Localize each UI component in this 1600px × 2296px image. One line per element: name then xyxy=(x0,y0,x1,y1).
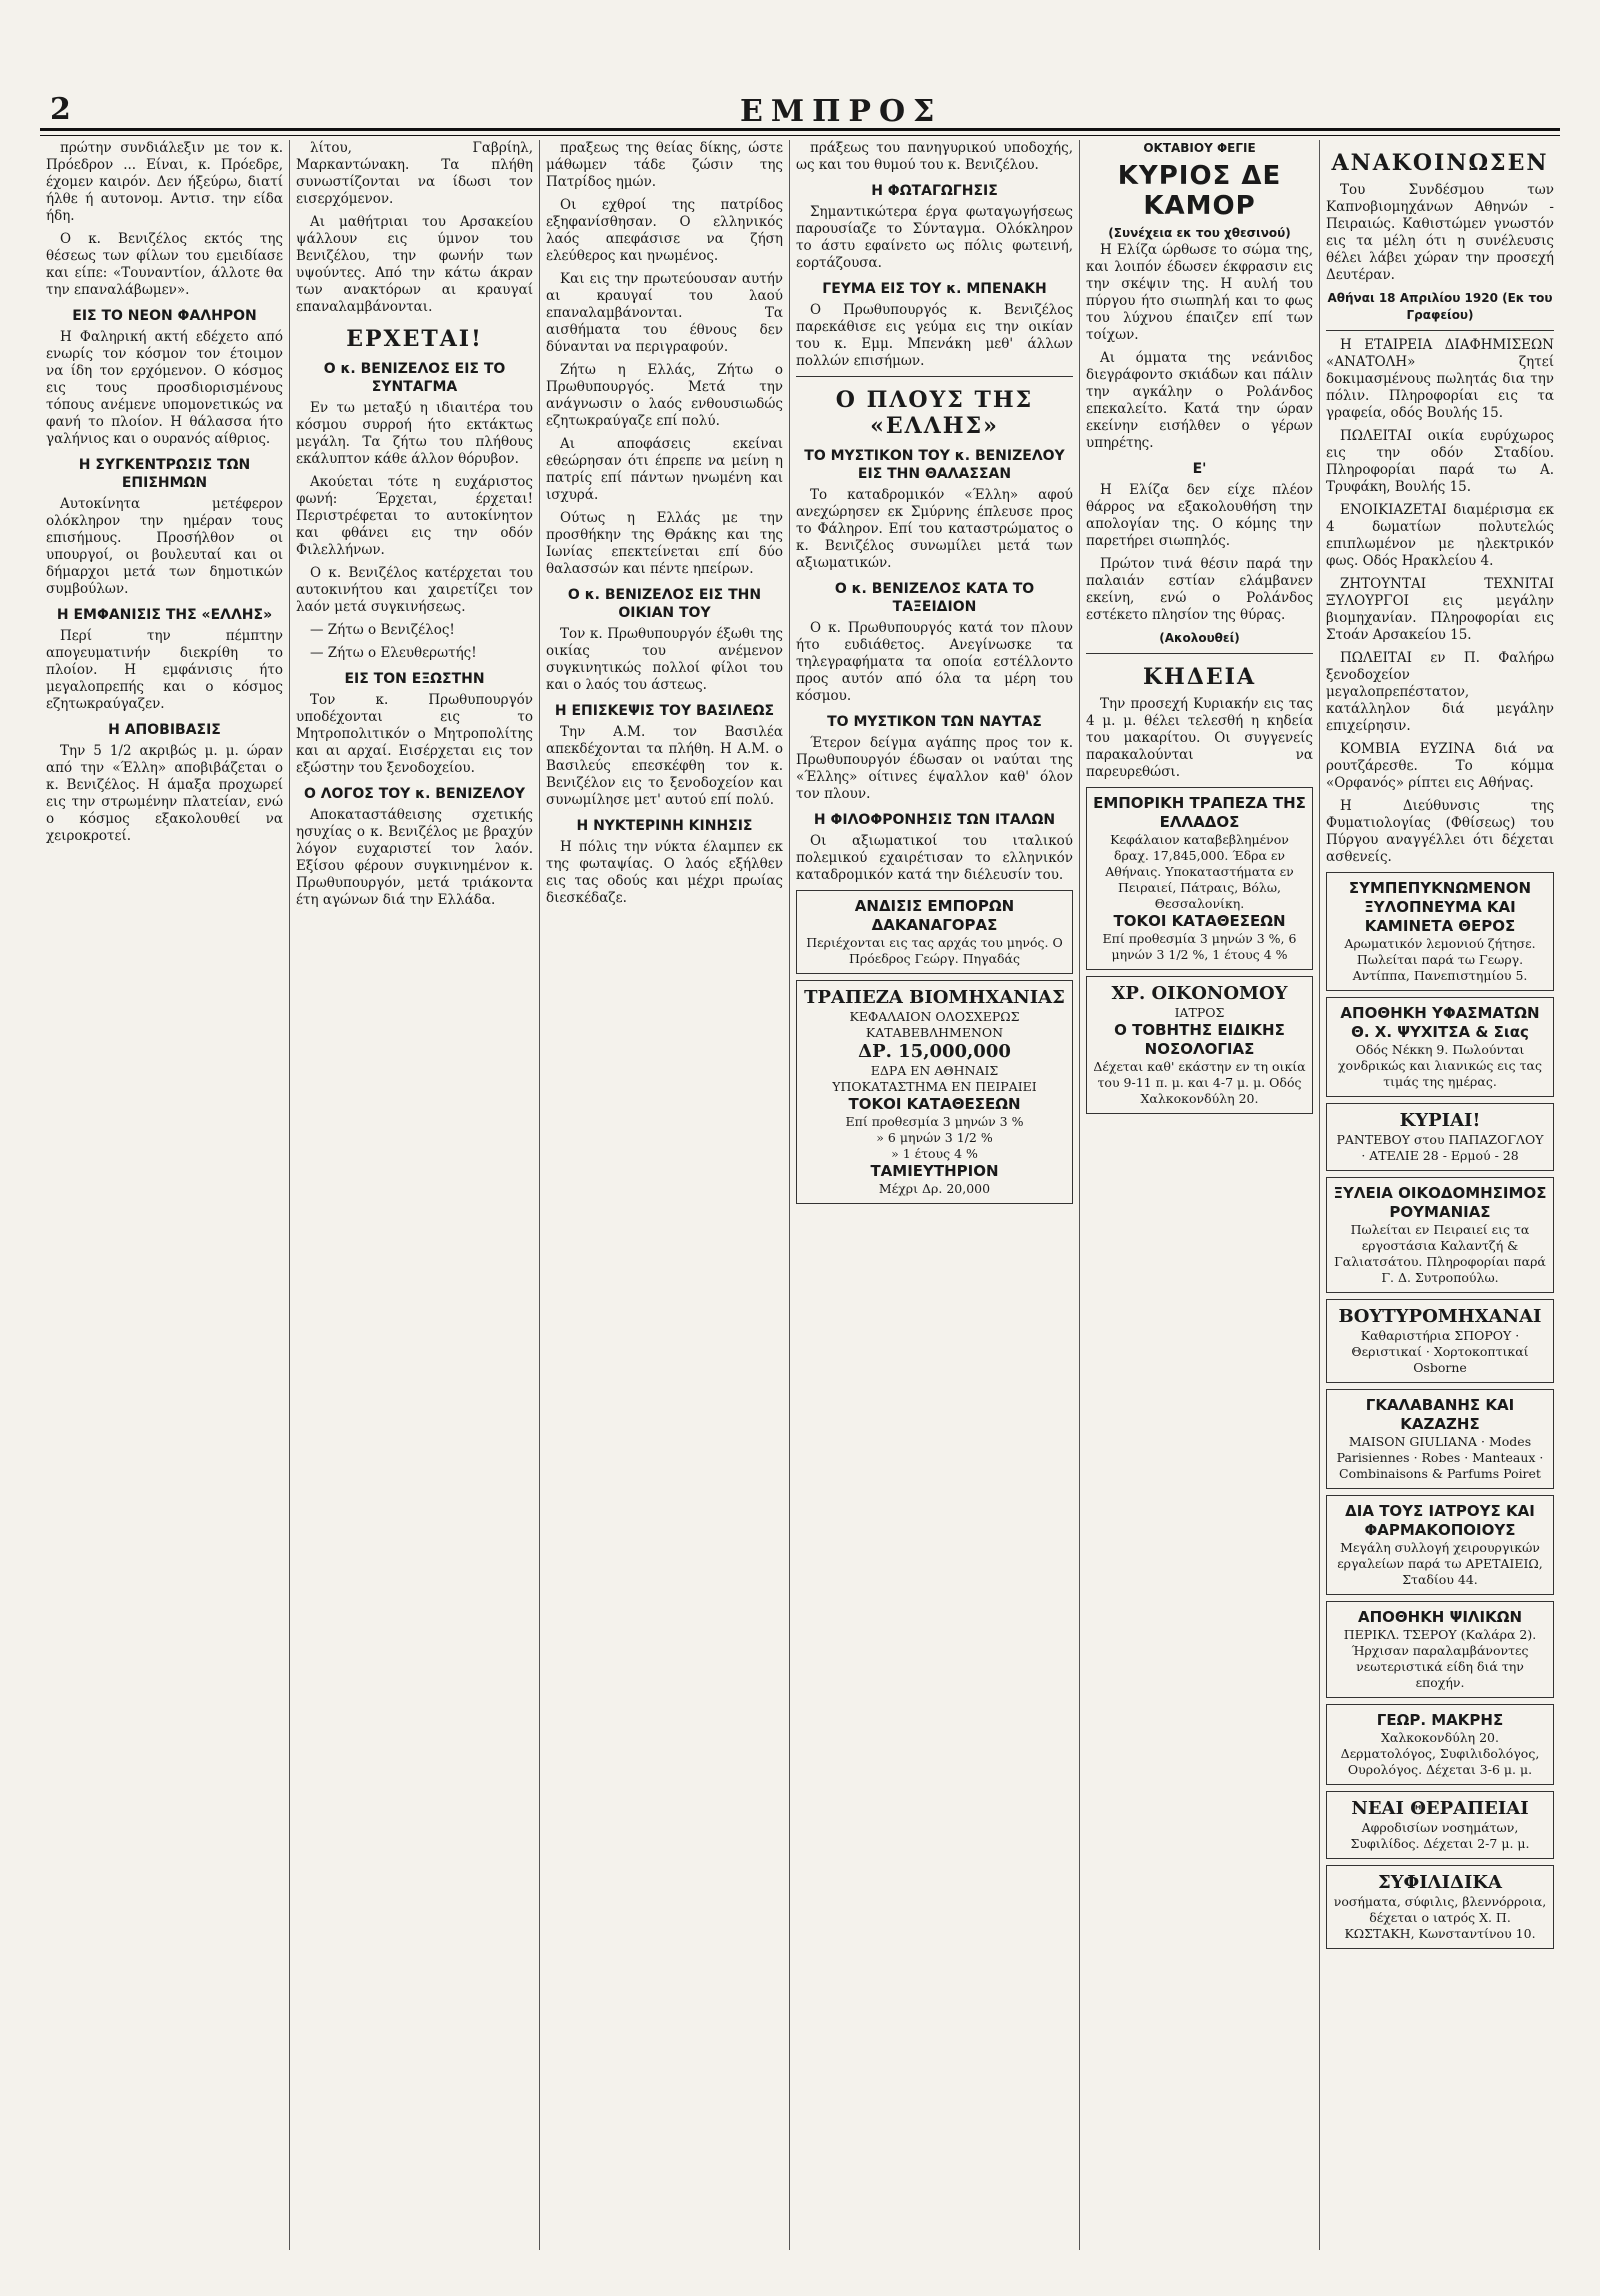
article-text: Αυτοκίνητα μετέφερον ολόκληρον την ημέραν τους επισήμους. Προσήλθον οι υπουργοί, οι βουλευταί και οι δήμαρχοι μετά των δημοτικών συμβούλων. xyxy=(46,496,283,597)
section-heading: ΓΕΥΜΑ ΕΙΣ ΤΟΥ κ. ΜΠΕΝΑΚΗ xyxy=(822,281,1047,297)
section-heading: Η ΕΜΦΑΝΙΣΙΣ ΤΗΣ «ΕΛΛΗΣ» xyxy=(56,607,273,623)
article-text: — Ζήτω ο Βενιζέλος! xyxy=(310,622,455,638)
classified-ad: ΠΩΛΕΙΤΑΙ οικία ευρύχωρος εις την οδόν Σταδίου. Πληροφορίαι παρά τω Α. Τρυφάκη, Βουλής 15. xyxy=(1326,428,1554,495)
ad-title: ΤΡΑΠΕΖΑ ΒΙΟΜΗΧΑΝΙΑΣ xyxy=(804,987,1065,1008)
article-text: Σημαντικώτερα έργα φωταγωγήσεως παρουσίαζε το Σύνταγμα. Ολόκληρον το άστυ εφαίνετο ως πόλις φωτεινή, εορτάζουσα. xyxy=(796,204,1073,271)
ad-title: ΒΟΥΤΥΡΟΜΗΧΑΝΑΙ xyxy=(1338,1306,1542,1327)
classified-ad: ΖΗΤΟΥΝΤΑΙ ΤΕΧΝΙΤΑΙ ΞΥΛΟΥΡΓΟΙ εις μεγάλην βιομηχανίαν. Πληροφορίαι εις Στοάν Αρσακείου 15. xyxy=(1326,576,1554,643)
article-text: Οι αξιωματικοί του ιταλικού πολεμικού εχαιρέτισαν το ελληνικόν καταδρομικόν κατά την διέλευσίν του. xyxy=(796,833,1073,883)
classified-ad: Η ΕΤΑΙΡΕΙΑ ΔΙΑΦΗΜΙΣΕΩΝ «ΑΝΑΤΟΛΗ» ζητεί δοκιμασμένους πωλητάς δια την πόλιν. Πληροφορίαι εις τα γραφεία, οδός Βουλής 15. xyxy=(1326,337,1554,421)
advertisement xyxy=(1326,872,1554,991)
article-text: Πρώτον τινά θέσιν παρά την παλαιάν εστίαν ελάμβανεν εκείνη, ενώ ο Ρολάνδος εστέκετο πλησίον της θύρας. xyxy=(1086,556,1313,623)
article-text: λίτου, Γαβρίηλ, Μαρκαντώνακη. Τα πλήθη συνωστίζονται να ίδωσι τον εισερχόμενον. xyxy=(296,140,533,207)
ad-text: Κεφάλαιον καταβεβλημένον δραχ. 17,845,000. Έδρα εν Αθήναις. Υποκαταστήματα εν Πειραιεί, Πάτραις, Βόλω, Θεσσαλονίκη. xyxy=(1105,832,1294,911)
section-heading: ΕΙΣ ΤΟΝ ΕΞΩΣΤΗΝ xyxy=(344,671,485,687)
ad-text: Καθαριστήρια ΣΠΟΡΟΥ · Θεριστικαί · Χορτοκοπτικαί Osborne xyxy=(1351,1328,1529,1375)
article-text: Την 5 1/2 ακριβώς μ. μ. ώραν από την «Έλλη» αποβιβάζεται ο κ. Βενιζέλος. Η άμαξα προχωρεί εις την στρωμένην πλατείαν, ενώ ο κόσμος εξακολουθεί να χειροκροτεί. xyxy=(46,743,283,844)
classified-ad: ΚΟΜΒΙΑ ΕΥΖΙΝΑ διά να ρουτζάρεσθε. Το κόμμα «Ορφανός» ρίπτει εις Αθήνας. xyxy=(1326,741,1554,791)
classified-ad: ΠΩΛΕΙΤΑΙ εν Π. Φαλήρω ξενοδοχείον μεγαλοπρεπέστατον, κατάλληλον διά μεγάλην επιχείρησιν. xyxy=(1326,650,1554,734)
ad-subtitle: ΤΟΚΟΙ ΚΑΤΑΘΕΣΕΩΝ xyxy=(848,1095,1021,1113)
article-text: Ούτως η Ελλάς με την προσθήκην της Θράκης και της Ιωνίας επεκτείνεται επί δύο θαλασσών και πέντε ηπείρων. xyxy=(546,510,783,577)
article-text: Του Συνδέσμου των Καπνοβιομηχάνων Αθηνών - Πειραιώς. Καθιστώμεν γνωστόν εις τα μέλη ότι η συνέλευσις θέλει λάβει χώραν την προσεχή Δευτέραν. xyxy=(1326,182,1554,283)
article-text: Τον κ. Πρωθυπουργόν υποδέχονται εις το Μητροπολιτικόν ο Μητροπολίτης και αι αρχαί. Εισέρχεται εις τον εξώστην του ξενοδοχείου. xyxy=(296,692,533,776)
column-6 xyxy=(1320,140,1560,2250)
article-text: Αι μαθήτριαι του Αρσακείου ψάλλουν εις ύμνον του Βενιζέλου, την φωνήν των υψούντες. Από την κάτω άκραν των ανακτόρων αι κραυγαί επαναλαμβάνονται. xyxy=(296,214,533,315)
ad-text: Περιέχονται εις τας αρχάς του μηνός. Ο Πρόεδρος Γεώργ. Πηγαδάς xyxy=(806,935,1063,966)
article-text: Την προσεχή Κυριακήν εις τας 4 μ. μ. θέλει τελεσθή η κηδεία του μακαρίτου. Οι συγγενείς παρακαλούνται να παρευρεθώσι. xyxy=(1086,696,1313,780)
ad-subtitle: ΤΑΜΙΕΥΤΗΡΙΟΝ xyxy=(870,1162,999,1180)
ad-subtitle: Ο ΤΟΒΗΤΗΣ ΕΙΔΙΚΗΣ ΝΟΣΟΛΟΓΙΑΣ xyxy=(1114,1021,1285,1058)
ad-text: Οδός Νέκκη 9. Πωλούνται χονδρικώς και λιανικώς εις τας τιμάς της ημέρας. xyxy=(1337,1042,1543,1089)
article-text: Η Ελίζα ώρθωσε το σώμα της, και λοιπόν έδωσεν έκφρασιν εις την σκέψιν της. Η αυλή του πύργου ήτο σιωπηλή και το φως του λύχνου έπαιζεν επί των τοίχων. xyxy=(1086,242,1313,343)
advertisement xyxy=(1326,1791,1554,1859)
section-heading: ΤΟ ΜΥΣΤΙΚΟΝ ΤΩΝ ΝΑΥΤΑΣ xyxy=(827,714,1042,730)
serial-title: ΚΥΡΙΟΣ ΔΕ ΚΑΜΟΡ xyxy=(1117,161,1282,221)
article-text: — Ζήτω ο Ελευθερωτής! xyxy=(310,645,477,661)
ad-title: ΞΥΛΕΙΑ ΟΙΚΟΔΟΜΗΣΙΜΟΣ ΡΟΥΜΑΝΙΑΣ xyxy=(1333,1184,1547,1221)
classified-ad: Η Διεύθυνσις της Φυματιολογίας (Φθίσεως) του Πύργου αναγγέλλει ότι δέχεται ασθενείς. xyxy=(1326,798,1554,865)
article-text: Έτερον δείγμα αγάπης προς τον κ. Πρωθυπουργόν έδωσαν οι ναύται της «Έλλης» οίτινες έψαλλον καθ' όλον τον πλουν. xyxy=(796,735,1073,802)
ad-text: Αρωματικόν λεμονιού ζήτησε. Πωλείται παρά τω Γεωργ. Αντίππα, Πανεπιστημίου 5. xyxy=(1344,936,1536,983)
newspaper-page xyxy=(40,140,1560,2260)
ad-title: ΑΠΟΘΗΚΗ ΥΦΑΣΜΑΤΩΝ Θ. Χ. ΨΥΧΙΤΣΑ & Σιας xyxy=(1340,1004,1540,1041)
ad-rate: » 6 μηνών 3 1/2 % xyxy=(876,1130,993,1145)
ad-tag: ΙΑΤΡΟΣ xyxy=(1174,1005,1225,1020)
section-heading: Ο κ. ΒΕΝΙΖΕΛΟΣ ΕΙΣ ΤΗΝ ΟΙΚΙΑΝ ΤΟΥ xyxy=(567,587,762,621)
article-text: πρώτην συνδιάλεξιν με τον κ. Πρόεδρον ... Είναι, κ. Πρόεδρε, έχομεν καιρόν. Δεν ήξεύρω, διατί ήλθε ή αυτονομ. Αντισ. την είδα ήδη. xyxy=(46,140,283,224)
divider xyxy=(1086,653,1313,654)
advertisement xyxy=(1326,1299,1554,1383)
column-1 xyxy=(40,140,290,2250)
feature-subheading: ΤΟ ΜΥΣΤΙΚΟΝ ΤΟΥ κ. ΒΕΝΙΖΕΛΟΥ ΕΙΣ ΤΗΝ ΘΑΛΑΣΣΑΝ xyxy=(804,448,1065,482)
advertisement xyxy=(1326,1601,1554,1698)
column-5 xyxy=(1080,140,1320,2250)
column-3 xyxy=(540,140,790,2250)
section-heading: Η ΝΥΚΤΕΡΙΝΗ ΚΙΝΗΣΙΣ xyxy=(576,818,753,834)
ad-text: Χαλκοκονδύλη 20. Δερματολόγος, Συφιλιδολόγος, Ουρολόγος. Δέχεται 3-6 μ. μ. xyxy=(1340,1730,1540,1777)
ad-text: ΚΕΦΑΛΑΙΟΝ ΟΛΟΣΧΕΡΩΣ ΚΑΤΑΒΕΒΛΗΜΕΝΟΝ xyxy=(849,1009,1020,1040)
section-heading: ΕΙΣ ΤΟ ΝΕΟΝ ΦΑΛΗΡΟΝ xyxy=(72,308,257,324)
ad-title: ΣΥΜΠΕΠΥΚΝΩΜΕΝΟΝ ΞΥΛΟΠΝΕΥΜΑ ΚΑΙ ΚΑΜΙΝΕΤΑ ΘΕΡΟΣ xyxy=(1348,879,1532,935)
advertisement xyxy=(1326,1103,1554,1171)
ad-title: ΕΜΠΟΡΙΚΗ ΤΡΑΠΕΖΑ ΤΗΣ ΕΛΛΑΔΟΣ xyxy=(1093,794,1306,831)
article-text: Την Α.Μ. τον Βασιλέα απεκδέχονται τα πλήθη. Η Α.Μ. ο Βασιλεύς επεσκέφθη τον κ. Βενιζέλον εις το ξενοδοχείον και συνωμίλησε μετ' αυτού επί πολύ. xyxy=(546,724,783,808)
ad-title: ΓΚΑΛΑΒΑΝΗΣ ΚΑΙ ΚΑΖΑΖΗΣ xyxy=(1365,1396,1515,1433)
divider xyxy=(1326,330,1554,331)
masthead-rule xyxy=(40,135,1560,136)
column-2 xyxy=(290,140,540,2250)
article-text: Αι αποφάσεις εκείναι εθεώρησαν ότι έπρεπε να μείνη η πατρίς επί πάντων ηνωμένη και ισχυρά. xyxy=(546,436,783,503)
advertisement xyxy=(1326,1704,1554,1785)
article-text: Αι όμματα της νεάνιδος διεγράφοντο σκιάδων και πάλιν την αγκάλην ο Ρολάνδος επεκαλείτο. Κατά την ώραν εκείνην εισήλθεν ο γέρων υπηρέτης. xyxy=(1086,350,1313,451)
section-heading: Η ΦΩΤΑΓΩΓΗΣΙΣ xyxy=(871,183,998,199)
bank-advertisement xyxy=(796,980,1073,1204)
advertisement xyxy=(1326,1177,1554,1293)
doctor-advertisement xyxy=(1086,976,1313,1114)
article-text: Ο κ. Βενιζέλος εκτός της θέσεως των φίλων του εμειδίασε και είπε: «Τουναντίον, άλλοτε θα την επαναλάβωμεν». xyxy=(46,231,283,298)
section-heading: ΚΗΔΕΙΑ xyxy=(1142,664,1257,690)
ad-rate: » 1 έτους 4 % xyxy=(891,1146,978,1161)
ad-amount: ΔΡ. 15,000,000 xyxy=(858,1041,1011,1062)
section-subheading: Ο κ. ΒΕΝΙΖΕΛΟΣ ΕΙΣ ΤΟ ΣΥΝΤΑΓΜΑ xyxy=(323,361,506,395)
section-heading: Ο ΛΟΓΟΣ ΤΟΥ κ. ΒΕΝΙΖΕΛΟΥ xyxy=(303,786,526,802)
article-text: Το καταδρομικόν «Έλλη» αφού ανεχώρησεν εκ Σμύρνης έπλευσε προς το Φάληρον. Επί του καταστρώματος ο κ. Βενιζέλος συνωμίλει μετά των αξιωματικών. xyxy=(796,487,1073,571)
article-text: Η Φαληρική ακτή εδέχετο από ενωρίς τον κόσμον τον έτοιμον να ίδη τον ερχόμενον. Ο κόσμος εις τους προσδιορισμένους τόπους ανέμενε υπομονετικώς να φανή το πλοίον. Η θάλασσα ήτο γαλήνιος και ο ουρανός αίθριος. xyxy=(46,329,283,447)
ad-text: Μεγάλη συλλογή χειρουργικών εργαλείων παρά τω ΑΡΕΤΑΙΕΙΩ, Σταδίου 44. xyxy=(1337,1540,1543,1587)
article-text: Η Ελίζα δεν είχε πλέον θάρρος να εξακολουθήση την απολογίαν της. Ο κόμης την παρετήρει σιωπηλός. xyxy=(1086,482,1313,549)
ad-title: ΑΠΟΘΗΚΗ ΨΙΛΙΚΩΝ xyxy=(1357,1608,1523,1626)
article-text: Ακούεται τότε η ευχάριστος φωνή: Έρχεται, έρχεται! Περιστρέφεται το αυτοκίνητον και φθάνει εις την οδόν Φιλελλήνων. xyxy=(296,474,533,558)
ad-title: ΑΝΔΙΣΙΣ ΕΜΠΟΡΩΝ ΔΑΚΑΝΑΓΟΡΑΣ xyxy=(854,897,1015,934)
section-heading: Η ΕΠΙΣΚΕΨΙΣ ΤΟΥ ΒΑΣΙΛΕΩΣ xyxy=(554,703,775,719)
advertisement xyxy=(796,890,1073,974)
ad-title: ΓΕΩΡ. ΜΑΚΡΗΣ xyxy=(1376,1711,1504,1729)
ad-text: ΡΑΝΤΕΒΟΥ στου ΠΑΠΑΖΟΓΛΟΥ · ΑΤΕΛΙΕ 28 - Ερμού - 28 xyxy=(1336,1132,1544,1163)
advertisement xyxy=(1326,1865,1554,1949)
article-text: Περί την πέμπτην απογευματινήν διεκρίθη το πλοίον. Η εμφάνισις ήτο μεγαλοπρεπής και ο κόσμος εζητωκραύγαζεν. xyxy=(46,628,283,712)
signature: Αθήναι 18 Απριλίου 1920 (Εκ του Γραφείου) xyxy=(1327,291,1553,322)
section-heading: Ο κ. ΒΕΝΙΖΕΛΟΣ ΚΑΤΑ ΤΟ ΤΑΞΕΙΔΙΟΝ xyxy=(834,581,1035,615)
ad-text: Δέχεται καθ' εκάστην εν τη οικία του 9-11 π. μ. και 4-7 μ. μ. Οδός Χαλκοκονδύλη 20. xyxy=(1093,1059,1306,1106)
ad-subtitle: ΤΟΚΟΙ ΚΑΤΑΘΕΣΕΩΝ xyxy=(1113,912,1286,930)
newspaper-title: ΕΜΠΡΟΣ xyxy=(740,94,943,129)
serial-author: ΟΚΤΑΒΙΟΥ ΦΕΓΙΕ xyxy=(1143,141,1256,155)
divider xyxy=(796,376,1073,377)
article-text: Οι εχθροί της πατρίδος εξηφανίσθησαν. Ο ελληνικός λαός απεφάσισε να ζήση ελεύθερος και ηνωμένος. xyxy=(546,197,783,264)
article-text: Ο Πρωθυπουργός κ. Βενιζέλος παρεκάθισε εις γεύμα εις την οικίαν του κ. Εμμ. Μπενάκη μεθ' άλλων πολλών επισήμων. xyxy=(796,302,1073,369)
article-text: Ζήτω η Ελλάς, Ζήτω ο Πρωθυπουργός. Μετά την ανάγνωσιν ο λαός ενθουσιωδώς εζητωκραύγαζε επί πολύ. xyxy=(546,362,783,429)
ad-title: ΔΙΑ ΤΟΥΣ ΙΑΤΡΟΥΣ ΚΑΙ ΦΑΡΜΑΚΟΠΟΙΟΥΣ xyxy=(1345,1502,1535,1539)
column-4 xyxy=(790,140,1080,2250)
ad-text: νοσήματα, σύφιλις, βλεννόρροια, δέχεται ο ιατρός Χ. Π. ΚΩΣΤΑΚΗ, Κωνσταντίνου 10. xyxy=(1333,1894,1547,1941)
section-heading: Η ΣΥΓΚΕΝΤΡΩΣΙΣ ΤΩΝ ΕΠΙΣΗΜΩΝ xyxy=(78,457,251,491)
article-text: Και εις την πρωτεύουσαν αυτήν αι κραυγαί του λαού επαναλαμβάνονται. Τα αισθήματα του έθνους δεν δύνανται να περιγραφούν. xyxy=(546,271,783,355)
ad-text: Πωλείται εν Πειραιεί εις τα εργοστάσια Καλαντζή & Γαλιατσάτου. Πληροφορίαι παρά Γ. Δ. Συτροπούλω. xyxy=(1334,1222,1546,1285)
article-text: Ο κ. Πρωθυπουργός κατά τον πλουν ήτο ευδιάθετος. Ανεγίνωσκε τα τηλεγραφήματα τα οποία εστέλλοντο προς αυτόν από όλα τα μέρη του κόσμου. xyxy=(796,620,1073,704)
article-text: Ο κ. Βενιζέλος κατέρχεται του αυτοκινήτου και χαιρετίζει τον λαόν μετά συγκινήσεως. xyxy=(296,565,533,615)
ad-text: ΕΔΡΑ ΕΝ ΑΘΗΝΑΙΣ xyxy=(870,1063,999,1078)
classified-ad: ΕΝΟΙΚΙΑΖΕΤΑΙ διαμέρισμα εκ 4 δωματίων πολυτελώς επιπλωμένον με ηλεκτρικόν φως. Οδός Ηρακλείου 4. xyxy=(1326,502,1554,569)
feature-heading: Ο ΠΛΟΥΣ ΤΗΣ «ΕΛΛΗΣ» xyxy=(835,387,1034,439)
bank-advertisement xyxy=(1086,787,1313,970)
ad-text: Αφροδισίων νοσημάτων, Συφιλίδος. Δέχεται 2-7 μ. μ. xyxy=(1350,1820,1530,1851)
article-text: Τον κ. Πρωθυπουργόν έξωθι της οικίας του ανέμενον συγκινητικώς πολλοί φίλοι του και ο λαός του άστεως. xyxy=(546,626,783,693)
chapter-mark: Ε' xyxy=(1192,461,1207,477)
page-number: 2 xyxy=(50,92,71,127)
section-heading: ΑΝΑΚΟΙΝΩΣΕΝ xyxy=(1331,150,1549,176)
ad-text: Μέχρι Δρ. 20,000 xyxy=(878,1181,991,1196)
advertisement xyxy=(1326,1495,1554,1595)
ad-text: Επί προθεσμία 3 μηνών 3 %, 6 μηνών 3 1/2 %, 1 έτους 4 % xyxy=(1102,931,1297,962)
ad-title: ΚΥΡΙΑΙ! xyxy=(1399,1110,1481,1131)
article-text: Αποκαταστάθεισης σχετικής ησυχίας ο κ. Βενιζέλος με βραχύν λόγον ευχαριστεί τον λαόν. Εξίσου φέρουν συγκινημένον κ. Πρωθυπουργόν, μετά τριάκοντα έτη αγώνων διά την Ελλάδα. xyxy=(296,807,533,908)
masthead xyxy=(40,92,1560,131)
advertisement xyxy=(1326,997,1554,1097)
article-text: πράξεως του πανηγυρικού υποδοχής, ως και του θυμού του κ. Βενιζέλου. xyxy=(796,140,1073,173)
ad-title: ΣΥΦΙΛΙΔΙΚΑ xyxy=(1377,1872,1503,1893)
advertisement xyxy=(1326,1389,1554,1489)
section-heading: Η ΦΙΛΟΦΡΟΝΗΣΙΣ ΤΩΝ ΙΤΑΛΩΝ xyxy=(813,812,1056,828)
section-heading: Η ΑΠΟΒΙΒΑΣΙΣ xyxy=(108,722,221,738)
section-heading: ΕΡΧΕΤΑΙ! xyxy=(346,326,483,352)
ad-title: ΝΕΑΙ ΘΕΡΑΠΕΙΑΙ xyxy=(1351,1798,1529,1819)
ad-text: ΥΠΟΚΑΤΑΣΤΗΜΑ ΕΝ ΠΕΙΡΑΙΕΙ xyxy=(832,1079,1037,1094)
continued-note: (Ακολουθεί) xyxy=(1159,631,1240,645)
ad-text: MAISON GIULIANA · Modes Parisiennes · Robes · Manteaux · Combinaisons & Parfums Poiret xyxy=(1336,1434,1544,1481)
ad-title: ΧΡ. ΟΙΚΟΝΟΜΟΥ xyxy=(1111,983,1288,1004)
serial-subtitle: (Συνέχεια εκ του χθεσινού) xyxy=(1108,226,1291,240)
article-text: πραξεως της θείας δίκης, ώστε μάθωμεν τάδε ζώσιν της Πατρίδος ημών. xyxy=(546,140,783,190)
ad-rate: Επί προθεσμία 3 μηνών 3 % xyxy=(845,1114,1024,1129)
article-text: Η πόλις την νύκτα έλαμπεν εκ της φωταψίας. Ο λαός εξήλθεν εις τας οδούς και μέχρι πρωίας διεσκέδαζε. xyxy=(546,839,783,906)
ad-text: ΠΕΡΙΚΛ. ΤΣΕΡΟΥ (Καλάρα 2). Ήρχισαν παραλαμβάνοντες νεωτεριστικά είδη διά την εποχήν. xyxy=(1343,1627,1537,1690)
article-text: Εν τω μεταξύ η ιδιαιτέρα του κόσμου συρροή ήτο εκτάκτως μεγάλη. Τα ζήτω του πλήθους εκάλυπτον κάθε άλλον θόρυβον. xyxy=(296,400,533,467)
